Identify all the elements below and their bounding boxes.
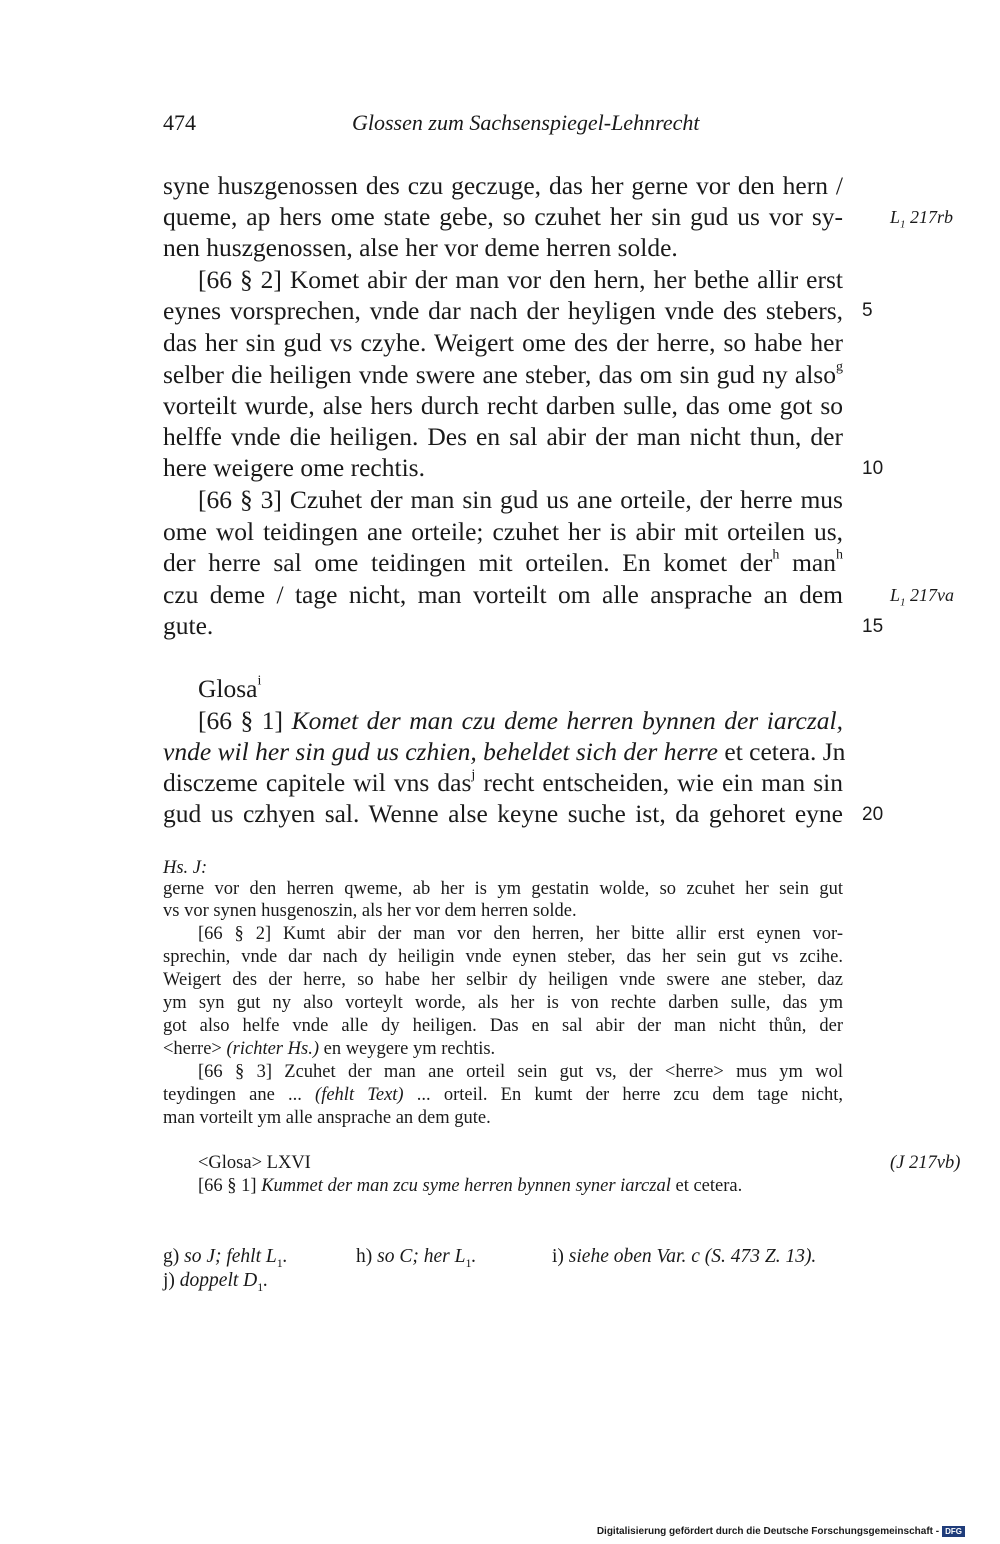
hs-label: Hs. J: [163,858,208,878]
hs-line: [66 § 1] Kummet der man zcu syme herren bynnen syner iarczal et cetera. [198,1176,743,1196]
hs-line: [66 § 3] Zcuhet der man ane orteil sein gut vs, der <herre> mus ym wol [198,1062,843,1082]
running-title: Glossen zum Sachsenspiegel-Lehnrecht [352,110,700,135]
hs-line: got also helfe vnde alle dy heiligen. Das en sal abir der man nicht thůn, der [163,1016,843,1036]
footnote-g: g) so J; fehlt $L_1$. [163,1246,288,1270]
siglum-g: g [835,359,843,375]
text-line: nen huszgenossen, alse her vor deme herren solde. [163,233,678,262]
page-number: 474 [163,110,196,135]
hs-line: teydingen ane ... (fehlt Text) ... orteil. En kumt der herre zcu dem tage nicht, [163,1085,844,1105]
text-line: gute. [163,611,214,640]
text-line: eynes vorsprechen, vnde dar nach der heyligen vnde des stebers, [163,296,843,325]
hs-glosa-line: <Glosa> LXVI [198,1153,311,1173]
hs-line: [66 § 2] Kumt abir der man vor den herren, her bitte allir erst eynen vor- [198,924,843,944]
footnote-h: h) so C; her $L_1$. [356,1246,477,1270]
hs-line: Weigert des der herre, so habe her selbir dy heiligen vnde swere ane steber, daz [163,970,843,990]
line-number: 10 [862,458,884,479]
hs-line: vs vor synen husgenoszin, als her vor dem herren solde. [163,901,577,921]
text-line: vorteilt wurde, alse hers durch recht darben sulle, das ome got so [163,391,843,420]
text-line: disczeme capitele wil vns das$^j$ recht entscheiden, wie ein man sin [163,767,843,797]
text-line: selber die heiligen vnde swere ane steber, das om sin gud ny also$^g$ [163,359,843,389]
footnote-j: j) doppelt $D_1$. [163,1270,269,1294]
text-line: syne huszgenossen des czu geczuge, das her gerne vor den hern / [163,171,843,200]
text-line: queme, ap hers ome state gebe, so czuhet her sin gud us vor sy- [163,202,843,231]
text-line: [66 § 2] Komet abir der man vor den hern, her bethe allir erst [198,265,843,294]
text-line: vnde wil her sin gud us czhien, beheldet sich der herre et cetera. Jn [163,737,846,766]
glosa-heading: Glosa$^i$ [198,673,262,703]
line-number: 15 [862,616,884,637]
hs-line: man vorteilt ym alle ansprache an dem gute. [163,1108,491,1128]
text-line: here weigere ome rechtis. [163,453,425,482]
hs-line: sprechin, vnde dar nach dy heiligin vnde eynen steber, das her sein gut vs zcihe. [163,947,843,967]
line-number: 5 [862,300,873,321]
text-line: [66 § 3] Czuhet der man sin gud us ane orteile, der herre mus [198,485,843,514]
footnote-i: i) siehe oben Var. c (S. 473 Z. 13). [552,1246,817,1267]
text-line: gud us czhyen sal. Wenne alse keyne suche ist, da gehoret eyne [163,799,843,828]
text-line: das her sin gud vs czyhe. Weigert ome des der herre, so habe her [163,328,843,357]
line-number: 20 [862,804,884,825]
text-line: ome wol teidingen ane orteile; czuhet her is abir mit orteilen us, [163,517,843,546]
digitization-credit: Digitalisierung gefördert durch die Deutsche Forschungsgemeinschaft - DFG [597,1526,965,1537]
margin-ref: (J 217vb) [890,1153,961,1173]
margin-ref: $L_1$ 217rb [890,207,954,231]
hs-line: ym syn gut ny also vorteylt worde, als her is von rechte darben sulle, das ym [163,993,843,1013]
text-line: der herre sal ome teidingen mit orteilen. En komet der$^h$ man$^h$ [163,547,844,577]
margin-ref: $L_1$ 217va [890,585,955,609]
text-line: helffe vnde die heiligen. Des en sal abir der man nicht thun, der [163,422,843,451]
text-line: [66 § 1] Komet der man czu deme herren bynnen der iarczal, [198,706,843,735]
hs-line: gerne vor den herren qweme, ab her is ym gestatin wolde, so zcuhet her sein gut [163,879,843,899]
text-line: czu deme / tage nicht, man vorteilt om alle ansprache an dem [163,580,843,609]
hs-line: <herre> (richter Hs.) en weygere ym rechtis. [163,1039,496,1059]
dfg-logo: DFG [942,1526,965,1537]
